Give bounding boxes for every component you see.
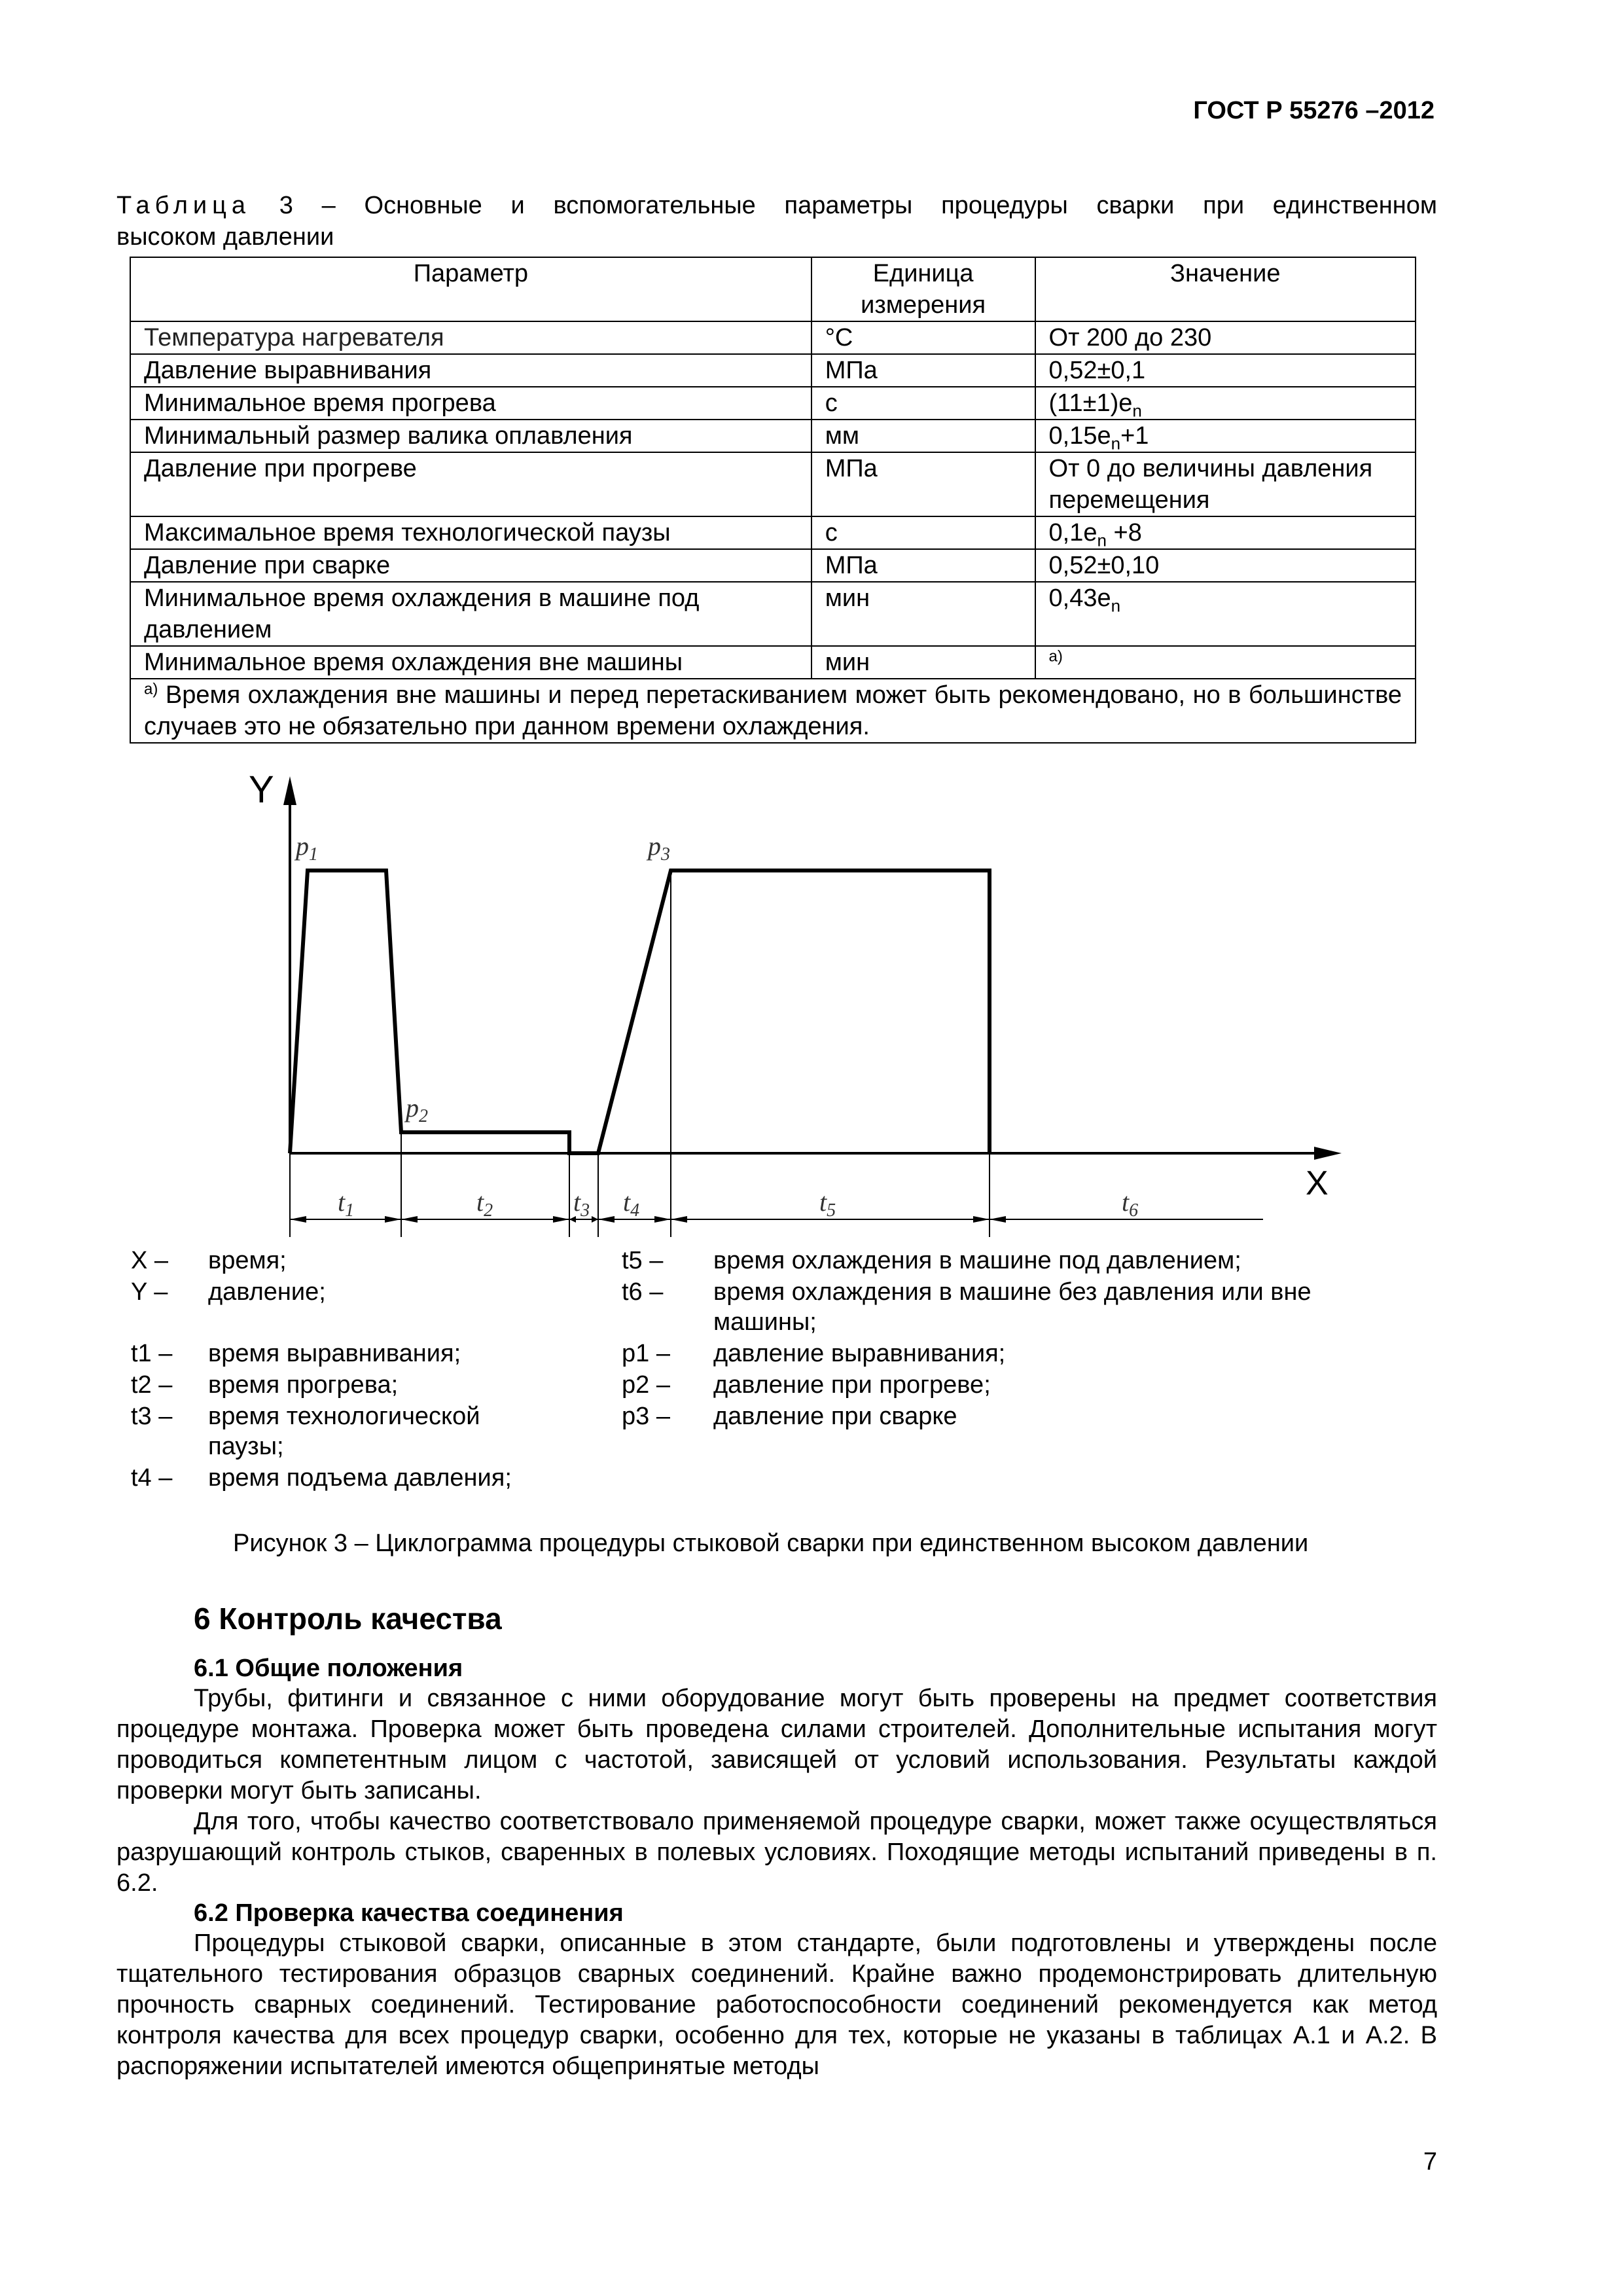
footnote-marker: а) bbox=[1048, 647, 1063, 666]
section-6-1-text bbox=[116, 1683, 1437, 1899]
legend-item: p1 – bbox=[622, 1340, 670, 1367]
cell-param: Минимальный размер валика оплавления bbox=[130, 420, 812, 452]
t1-label: $t_1$ bbox=[338, 1187, 355, 1221]
legend-text: давление при прогреве; bbox=[713, 1371, 991, 1399]
cell-unit: мин bbox=[812, 646, 1035, 679]
x-axis-arrow bbox=[1314, 1147, 1342, 1160]
cell-param: Давление при сварке bbox=[130, 549, 812, 582]
legend-text: давление; bbox=[208, 1278, 326, 1306]
table-row bbox=[130, 582, 1416, 646]
cell-value: 0,52±0,1 bbox=[1035, 354, 1416, 387]
subsection-title-6-1: 6.1 Общие положения bbox=[194, 1655, 463, 1682]
table-caption-line2: высоком давлении bbox=[116, 223, 334, 251]
y-axis-arrow bbox=[283, 776, 296, 805]
cell-value: $0,43e_n$ bbox=[1035, 582, 1416, 646]
cell-unit: мм bbox=[812, 420, 1035, 452]
cell-unit: °С bbox=[812, 321, 1035, 354]
p2-label: $p_2$ bbox=[406, 1093, 428, 1126]
cell-unit: с bbox=[812, 516, 1035, 549]
table-row bbox=[130, 452, 1416, 516]
legend-item: p3 – bbox=[622, 1403, 670, 1430]
table-row bbox=[130, 420, 1416, 452]
legend-item: Y – bbox=[131, 1278, 168, 1306]
legend-item: t5 – bbox=[622, 1247, 664, 1274]
cell-unit: МПа bbox=[812, 452, 1035, 516]
paragraph: Трубы, фитинги и связанное с ними оборудование могут быть проверены на предмет соответствия процедуре монтажа. Проверка может быть проведена силами строителей. Дополнительные испытания могут проводиться компетентным лицом с частотой, зависящей от условий использования. Результаты каждой проверки могут быть записаны. bbox=[116, 1685, 1437, 1804]
legend-text: время охлаждения в машине под давлением; bbox=[713, 1247, 1241, 1274]
p1-label: $p_1$ bbox=[296, 831, 318, 865]
section-6-2-text bbox=[116, 1928, 1437, 2082]
legend-text: паузы; bbox=[208, 1433, 284, 1460]
legend-item: t4 – bbox=[131, 1464, 173, 1492]
cell-value: $0,1e_n +8$ bbox=[1035, 516, 1416, 549]
table-row bbox=[130, 354, 1416, 387]
cell-value: $(11\pm 1)e_n$ bbox=[1035, 387, 1416, 420]
legend-item: X – bbox=[131, 1247, 169, 1274]
cell-param: Максимальное время технологической паузы bbox=[130, 516, 812, 549]
t2-label: $t_2$ bbox=[476, 1187, 493, 1221]
cell-value bbox=[1035, 646, 1416, 679]
x-axis-label: X bbox=[1306, 1164, 1329, 1202]
paragraph: Процедуры стыковой сварки, описанные в этом стандарте, были подготовлены и утверждены после тщательного тестирования образцов сварных соединений. Крайне важно продемонстрировать длительную прочность сварных соединений. Тестирование работоспособности соединений рекомендуется как метод контроля качества для всех процедур сварки, особенно для тех, которые не указаны в таблицах А.1 и А.2. В распоряжении испытателей имеются общепринятые методы bbox=[116, 1929, 1437, 2080]
table-row bbox=[130, 321, 1416, 354]
legend-text: машины; bbox=[713, 1308, 817, 1336]
legend-item: t3 – bbox=[131, 1403, 173, 1430]
table-caption-word: Таблица bbox=[116, 192, 251, 219]
table-row bbox=[130, 646, 1416, 679]
cell-value: От 200 до 230 bbox=[1035, 321, 1416, 354]
t3-label: $t_3$ bbox=[573, 1187, 590, 1221]
legend-item: t6 – bbox=[622, 1278, 664, 1306]
table-caption bbox=[116, 190, 1437, 253]
cell-param: Давление при прогреве bbox=[130, 452, 812, 516]
y-axis-label: Y bbox=[249, 768, 274, 811]
header-param: Параметр bbox=[130, 257, 812, 321]
parameters-table bbox=[130, 257, 1416, 744]
header-unit: Единица измерения bbox=[812, 257, 1035, 321]
t4-label: $t_4$ bbox=[623, 1187, 640, 1221]
table-caption-line1: – Основные и вспомогательные параметры процедуры сварки при единственном bbox=[321, 192, 1438, 219]
welding-cyclogram bbox=[0, 753, 1623, 1244]
table-row bbox=[130, 549, 1416, 582]
subsection-title-6-2: 6.2 Проверка качества соединения bbox=[194, 1899, 624, 1927]
paragraph: Для того, чтобы качество соответствовало применяемой процедуре сварки, может также осуществляться разрушающий контроль стыков, сваренных в полевых условиях. Походящие методы испытаний приведены в п. 6.2. bbox=[116, 1808, 1437, 1897]
cell-value: 0,52±0,10 bbox=[1035, 549, 1416, 582]
table-note: $^{а)}$ Время охлаждения вне машины и перед перетаскиванием может быть рекомендовано, но в большинстве случаев это не обязательно при данном времени охлаждения. bbox=[130, 679, 1416, 743]
cell-param: Температура нагревателя bbox=[130, 321, 812, 354]
cell-value: От 0 до величины давления перемещения bbox=[1035, 452, 1416, 516]
t6-label: $t_6$ bbox=[1122, 1187, 1139, 1221]
legend-text: время подъема давления; bbox=[208, 1464, 512, 1492]
cell-param: Давление выравнивания bbox=[130, 354, 812, 387]
cell-unit: МПа bbox=[812, 354, 1035, 387]
cell-param: Минимальное время охлаждения вне машины bbox=[130, 646, 812, 679]
table-header-row bbox=[130, 257, 1416, 321]
legend-item: p2 – bbox=[622, 1371, 670, 1399]
dimension-ticks bbox=[290, 870, 1263, 1237]
legend-item: t2 – bbox=[131, 1371, 173, 1399]
cell-param: Минимальное время прогрева bbox=[130, 387, 812, 420]
section-title: 6 Контроль качества bbox=[194, 1602, 502, 1636]
document-header: ГОСТ Р 55276 –2012 bbox=[1193, 97, 1435, 124]
legend-item: t1 – bbox=[131, 1340, 173, 1367]
cell-unit: МПа bbox=[812, 549, 1035, 582]
cell-unit: мин bbox=[812, 582, 1035, 646]
cell-value: $0,15e_n+1$ bbox=[1035, 420, 1416, 452]
table-row bbox=[130, 516, 1416, 549]
table-row bbox=[130, 387, 1416, 420]
cell-unit: с bbox=[812, 387, 1035, 420]
page-number: 7 bbox=[1423, 2148, 1437, 2176]
t5-label: $t_5$ bbox=[819, 1187, 836, 1221]
legend-text: время технологической bbox=[208, 1403, 480, 1430]
header-value: Значение bbox=[1035, 257, 1416, 321]
legend-text: время охлаждения в машине без давления или вне bbox=[713, 1278, 1311, 1306]
cell-param: Минимальное время охлаждения в машине под давлением bbox=[130, 582, 812, 646]
legend-text: время выравнивания; bbox=[208, 1340, 461, 1367]
table-note-row bbox=[130, 679, 1416, 743]
figure-caption: Рисунок 3 – Циклограмма процедуры стыковой сварки при единственном высоком давлении bbox=[233, 1530, 1309, 1557]
pressure-curve bbox=[290, 870, 990, 1153]
legend-text: давление при сварке bbox=[713, 1403, 957, 1430]
table-caption-number: 3 bbox=[279, 192, 293, 219]
legend-text: время прогрева; bbox=[208, 1371, 399, 1399]
p3-label: $p_3$ bbox=[648, 831, 670, 865]
legend-text: время; bbox=[208, 1247, 287, 1274]
legend-text: давление выравнивания; bbox=[713, 1340, 1006, 1367]
